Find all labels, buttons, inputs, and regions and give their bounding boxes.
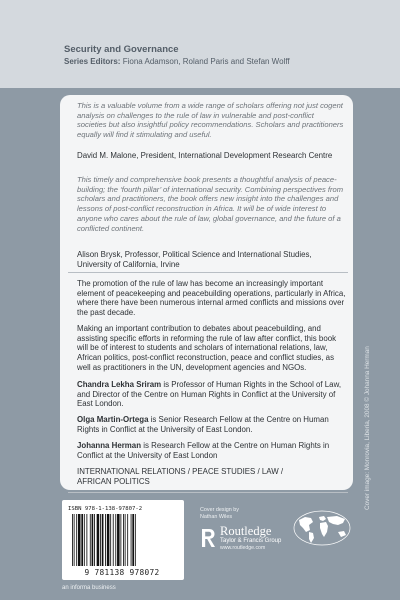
author-bio-text-3: is Research Fellow at the Centre on Human Rights in Conflict at the University of East London [77, 441, 330, 460]
series-header [0, 0, 400, 88]
routledge-r-logo-icon [200, 528, 216, 548]
description-paragraph-2: Making an important contribution to debates about peacebuilding, and assisting specific efforts in reforming the rule of law after conflict, this book will be of interest to students and scholars of international relations, law, African politics, post-conflict reconstruction, peace and conflict studies, as well as practitioners in the UN, development agencies and NGOs. [77, 324, 337, 372]
world-map-logo-icon [293, 510, 351, 546]
publisher-group: Taylor & Francis Group [220, 538, 282, 544]
author-bio-2 [77, 415, 347, 434]
description-paragraph-1: The promotion of the rule of law has become an increasingly important element of peacekeeping and peacebuilding operations, particularly in Africa, where there have been numerous internal armed conflicts and missions over the past decade. [77, 279, 346, 318]
endorsement-attribution-2: Alison Brysk, Professor, Political Science and International Studies, University of California, Irvine [77, 250, 312, 269]
barcode-icon [72, 514, 172, 566]
publisher-name: Routledge [220, 524, 272, 538]
informa-tagline: an informa business [62, 585, 116, 591]
author-bio-1 [77, 380, 347, 409]
series-title: Security and Governance [64, 44, 179, 55]
cover-design-label: Cover design by [200, 507, 239, 513]
series-editors [64, 57, 290, 66]
isbn-label: ISBN 978-1-138-97807-2 [68, 506, 143, 512]
author-bio-text-1: is Professor of Human Rights in the School of Law, and Director of the Centre on Human Rights in Conflict at the University of East London. [77, 380, 342, 409]
author-name-1: Chandra Lekha Sriram [77, 380, 162, 389]
author-bio-text-2: is Senior Research Fellow at the Centre on Human Rights in Conflict at the University of East London. [77, 415, 329, 434]
publisher-url: www.routledge.com [220, 545, 266, 551]
publisher-block [220, 525, 281, 551]
endorsement-attribution-1: David M. Malone, President, International Development Research Centre [77, 151, 333, 160]
author-name-2: Olga Martin-Ortega [77, 415, 149, 424]
author-name-3: Johanna Herman [77, 441, 142, 450]
cover-image-credit [364, 280, 374, 510]
cover-designer-name: Nathan Wiles [200, 514, 233, 520]
series-editors-label: Series Editors: [64, 57, 121, 66]
cover-design-credit [200, 507, 239, 521]
subject-categories: INTERNATIONAL RELATIONS / PEACE STUDIES / LAW / AFRICAN POLITICS [77, 467, 284, 486]
endorsement-quote-1: This is a valuable volume from a wide range of scholars offering not just cogent analysis on challenges to the rule of law in vulnerable and post-conflict societies but also insightful policy recommendations. Scholars and practitioners equally will find it stimulating and useful. [77, 101, 344, 140]
cover-image-credit-text: Cover image: Monrovia, Liberia, 2008 © Johanna Herman [364, 346, 371, 510]
barcode-number: 9 781138 978072 [84, 568, 160, 577]
author-bio-3 [77, 441, 347, 460]
divider-bottom [68, 492, 348, 493]
divider-top [68, 272, 348, 273]
endorsement-quote-2: This timely and comprehensive book presents a thoughtful analysis of peace-building; the ‘fourth pillar’ of international security. Combining perspectives from scholars and practitioners, the book offers new insight into the challenges and lessons of post-conflict reconstruction in Africa. It will be of wide interest to anyone who cares about the rule of law, global governance, and the future of a conflicted continent. [77, 175, 344, 233]
series-editors-names: Fiona Adamson, Roland Paris and Stefan Wolff [122, 57, 290, 66]
